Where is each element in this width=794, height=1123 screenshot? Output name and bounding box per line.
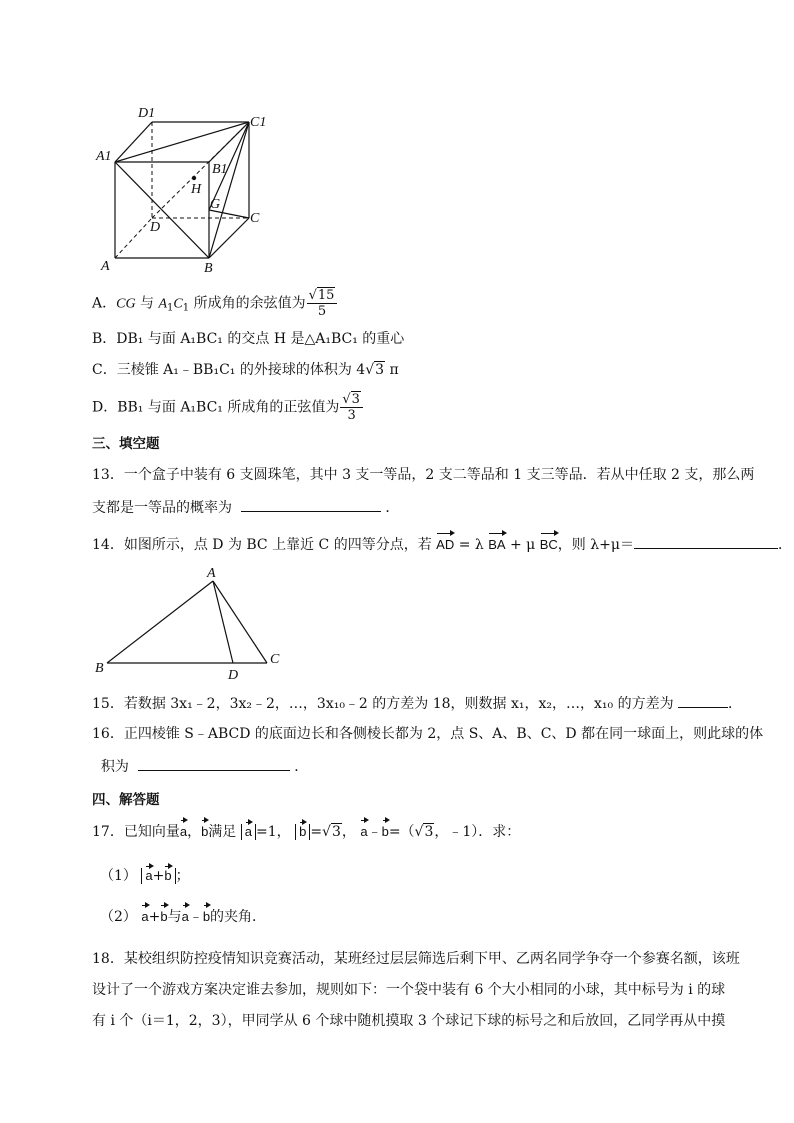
q18-line1: 18．某校组织防控疫情知识竞赛活动，某班经过层层筛选后剩下甲、乙两名同学争夺一个参赛名额，该班	[92, 951, 740, 967]
option-d: D．BB₁ 与面 A₁BC₁ 所成角的正弦值为 $\frac{√3}{3}$	[92, 392, 364, 423]
label-d: D	[150, 220, 161, 235]
q15-answer-blank[interactable]	[678, 693, 728, 708]
q14-answer-blank[interactable]	[634, 534, 778, 549]
option-c-text: 三棱锥 A₁﹣BB₁C₁ 的外接球的体积为 4	[116, 362, 366, 378]
q16-line1: 16．正四棱锥 S﹣ABCD 的底面边长和各侧棱长都为 2，点 S、A、B、C、D 都在同一球面上，则此球的体	[92, 726, 764, 742]
point-h-marker	[192, 176, 196, 180]
label-triangle-a: A	[207, 566, 216, 581]
label-a1: A1	[96, 149, 112, 164]
label-b1: B1	[212, 162, 228, 177]
label-b: B	[204, 261, 213, 276]
section-4-title: 四、解答题	[92, 792, 160, 808]
option-a-fraction: $\frac{√15}{5}$	[307, 288, 338, 319]
q13-line1: 13．一个盒子中装有 6 支圆珠笔，其中 3 支一等品，2 支二等品和 1 支三等品．若从中任取 2 支，那么两	[92, 467, 755, 483]
q14-text: 14．如图所示，点 D 为 BC 上靠近 C 的四等分点，若 AD = λ BA + μ BC，则 λ+μ＝ ．	[92, 534, 792, 555]
option-c: C．三棱锥 A₁﹣BB₁C₁ 的外接球的体积为 4√3 π	[92, 362, 399, 378]
option-d-text: BB₁ 与面 A₁BC₁ 所成角的正弦值为	[117, 399, 340, 416]
section-3-title: 三、填空题	[92, 436, 160, 452]
q18-line3: 有 i 个（i＝1，2，3），甲同学从 6 个球中随机摸取 3 个球记下球的标号之和后放回，乙同学再从中摸	[92, 1013, 726, 1029]
q17-part1: （1） a+b ；	[100, 868, 190, 884]
option-d-fraction: $\frac{√3}{3}$	[340, 392, 363, 423]
vector-bc: BC	[540, 535, 558, 555]
cube-figure	[92, 100, 282, 280]
label-h: H	[191, 182, 202, 197]
option-b-text: DB₁ 与面 A₁BC₁ 的交点 H 是△A₁BC₁ 的重心	[116, 331, 405, 347]
label-g: G	[210, 197, 221, 212]
q17-stem: 17．已知向量a，b满足 a =1， b =√3， a﹣b=（√3，﹣1）．求：	[92, 824, 521, 840]
label-triangle-c: C	[270, 652, 280, 667]
vector-ba: BA	[488, 535, 505, 555]
label-c: C	[250, 211, 260, 226]
option-a-label: A．	[92, 295, 117, 312]
triangle-figure	[92, 562, 292, 680]
label-a: A	[101, 259, 110, 274]
label-triangle-b: B	[95, 661, 104, 676]
q13-line2: 支都是一等品的概率为 ．	[92, 497, 399, 518]
vector-ad: AD	[436, 535, 454, 555]
q17-part2: （2） a+b与a﹣b的夹角．	[100, 909, 267, 925]
q13-answer-blank[interactable]	[241, 497, 381, 512]
label-triangle-d: D	[228, 668, 239, 680]
q15-text: 15．若数据 3x₁﹣2，3x₂﹣2，…，3x₁₀﹣2 的方差为 18，则数据 x₁，x₂，…，x₁₀ 的方差为 ．	[92, 693, 742, 714]
label-c1: C1	[250, 115, 267, 130]
option-a: A．CG 与 $A_1C_1$ 所成角的余弦值为 $\frac{√15}{5}$	[92, 288, 338, 319]
label-d1: D1	[138, 106, 156, 121]
option-b: B．DB₁ 与面 A₁BC₁ 的交点 H 是△A₁BC₁ 的重心	[92, 331, 405, 347]
q16-line2: 积为 ．	[92, 756, 308, 777]
q18-line2: 设计了一个游戏方案决定谁去参加，规则如下：一个袋中装有 6 个大小相同的小球，其中标号为 i 的球	[92, 982, 726, 998]
q16-answer-blank[interactable]	[138, 756, 290, 771]
